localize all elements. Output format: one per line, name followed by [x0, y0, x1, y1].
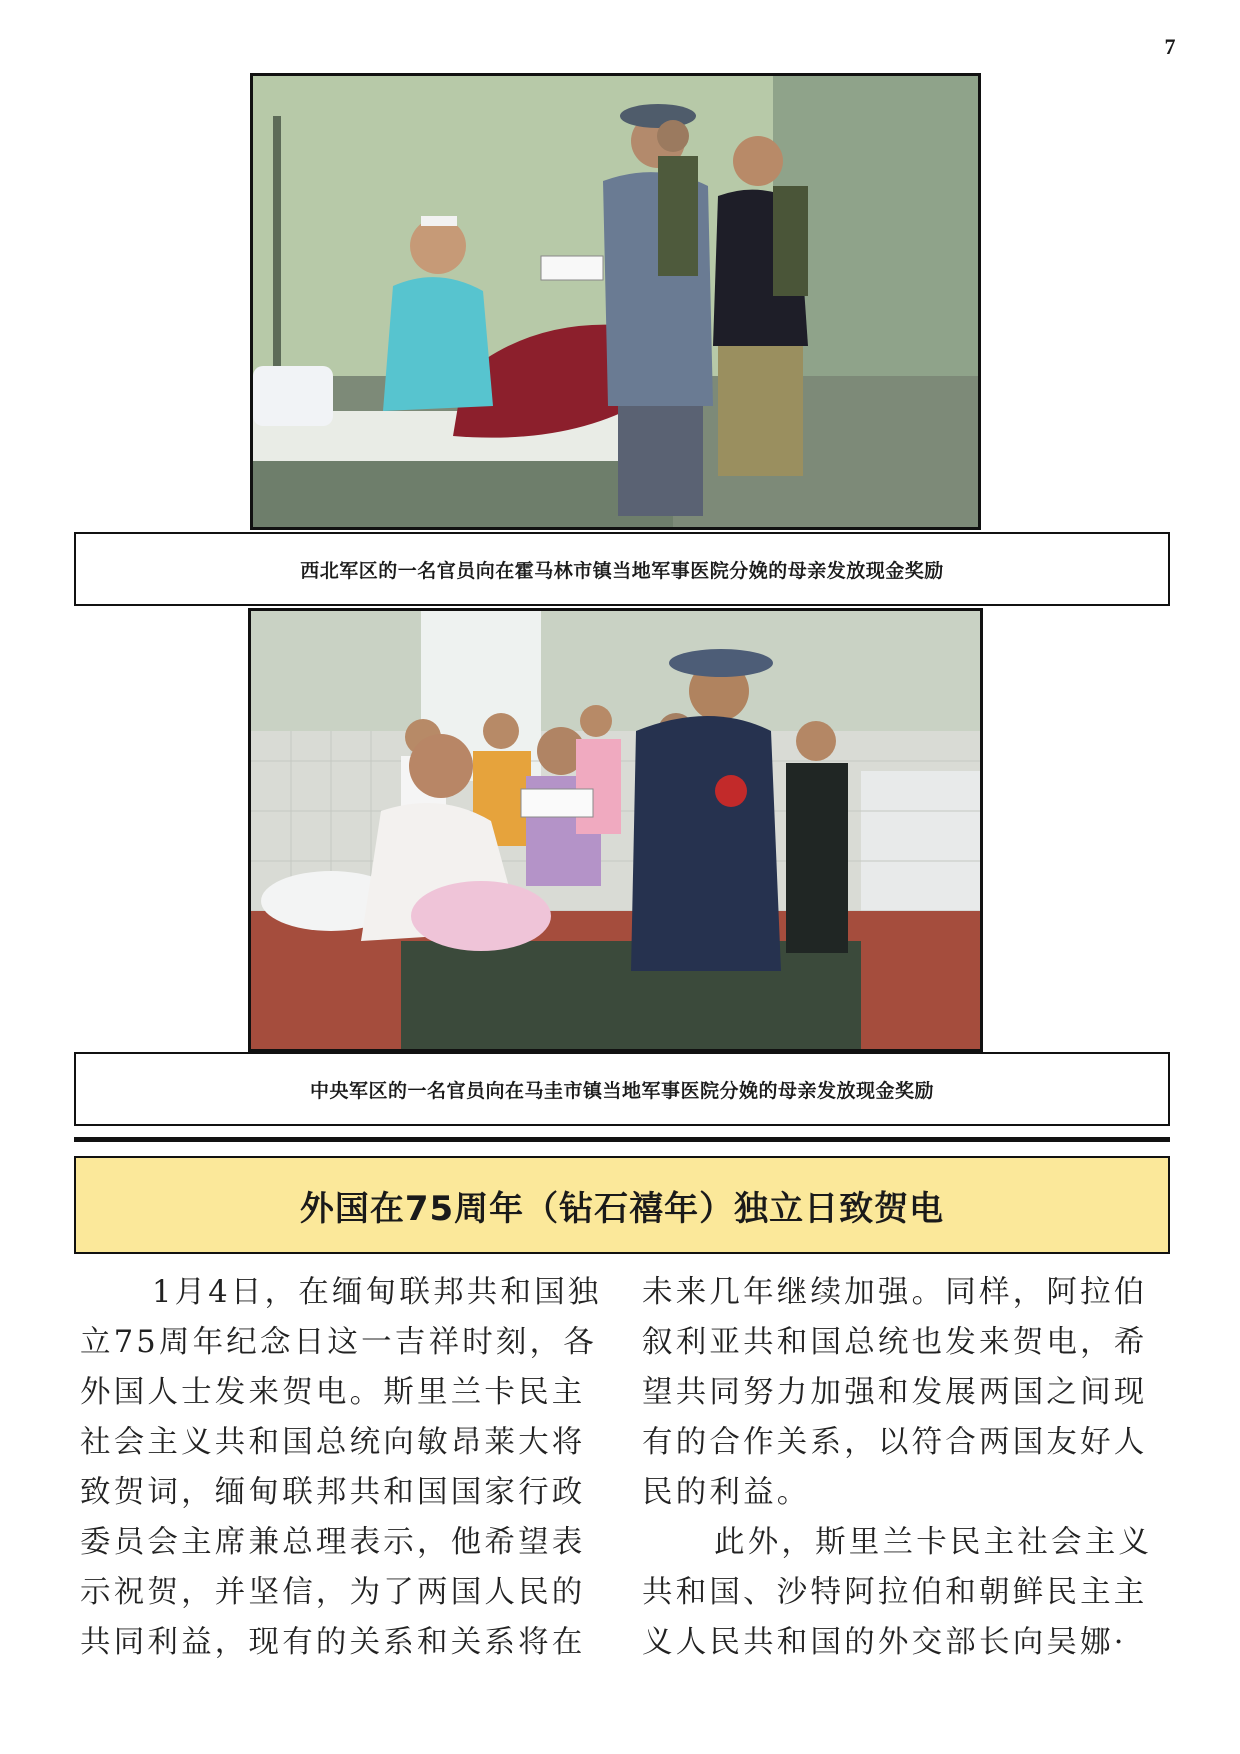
text-line: 望共同努力加强和发展两国之间现 [642, 1375, 1148, 1410]
photo-caption: 中央军区的一名官员向在马圭市镇当地军事医院分娩的母亲发放现金奖励 [74, 1052, 1170, 1126]
article-column-left [80, 1268, 600, 1668]
text-line: 社会主义共和国总统向敏昂莱大将 [80, 1425, 586, 1460]
text-line: 致贺词，缅甸联邦共和国国家行政 [80, 1475, 586, 1510]
text-line: 义人民共和国的外交部长向吴娜· [642, 1625, 1127, 1660]
section-divider [74, 1137, 1170, 1142]
text-line: 共同利益，现有的关系和关系将在 [80, 1625, 586, 1660]
photo-caption: 西北军区的一名官员向在霍马林市镇当地军事医院分娩的母亲发放现金奖励 [74, 532, 1170, 606]
text-line: 示祝贺，并坚信，为了两国人民的 [80, 1575, 586, 1610]
text-line: 委员会主席兼总理表示，他希望表 [80, 1525, 586, 1560]
text-line: 有的合作关系，以符合两国友好人 [642, 1425, 1148, 1460]
text-line: 共和国、沙特阿拉伯和朝鲜民主主 [642, 1575, 1148, 1610]
photo-northwest-command-cash-award [250, 73, 981, 530]
page-number: 7 [1164, 34, 1176, 59]
photo-central-command-cash-award [248, 608, 983, 1052]
text-line: 民的利益。 [642, 1475, 811, 1510]
text-line: 立75周年纪念日这一吉祥时刻，各 [80, 1325, 598, 1360]
text-line: 未来几年继续加强。同样，阿拉伯 [642, 1275, 1148, 1310]
text-line: 叙利亚共和国总统也发来贺电，希 [642, 1325, 1148, 1360]
article-column-right [642, 1268, 1162, 1668]
photo-illustration [251, 611, 980, 1049]
photo-illustration [253, 76, 978, 527]
text-line: 外国人士发来贺电。斯里兰卡民主 [80, 1375, 586, 1410]
article-headline: 外国在75周年（钻石禧年）独立日致贺电 [74, 1156, 1170, 1254]
text-line: 1月4日，在缅甸联邦共和国独 [152, 1275, 602, 1310]
text-line: 此外，斯里兰卡民主社会主义 [714, 1525, 1153, 1560]
